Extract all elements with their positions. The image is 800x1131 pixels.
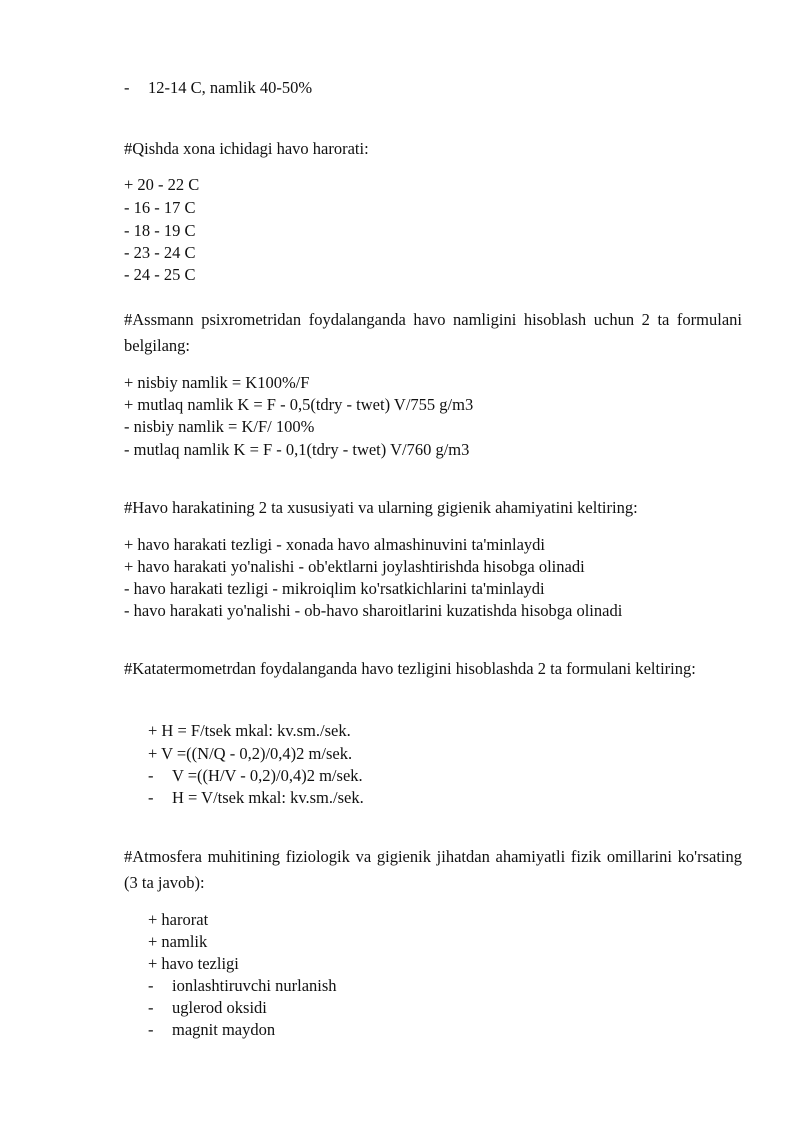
- answer-option: + mutlaq namlik K = F - 0,5(tdry - twet) V/755 g/m3: [124, 395, 474, 414]
- answer-option: + havo harakati yo'nalishi - ob'ektlarni joylashtirishda hisobga olinadi: [124, 557, 585, 576]
- question-title: #Havo harakatining 2 ta xususiyati va ularning gigienik ahamiyatini keltiring:: [124, 498, 638, 517]
- answer-option-text: magnit maydon: [172, 1020, 276, 1039]
- answer-option: - 23 - 24 C: [124, 243, 196, 262]
- answer-option: [148, 787, 364, 809]
- list-marker: -: [124, 78, 130, 97]
- answer-option-text: V =((H/V - 0,2)/0,4)2 m/sek.: [172, 766, 363, 785]
- answer-option: + H = F/tsek mkal: kv.sm./sek.: [148, 721, 351, 740]
- answer-option: [148, 765, 363, 787]
- answer-option: [148, 975, 337, 997]
- answer-option: + havo tezligi: [148, 954, 239, 973]
- list-marker: -: [148, 788, 154, 807]
- list-marker: -: [148, 1020, 154, 1039]
- answer-option: - havo harakati tezligi - mikroiqlim ko'rsatkichlarini ta'minlaydi: [124, 579, 545, 598]
- answer-option: [148, 1019, 275, 1041]
- answer-option: - mutlaq namlik K = F - 0,1(tdry - twet) V/760 g/m3: [124, 440, 470, 459]
- answer-option-text: ionlashtiruvchi nurlanish: [172, 976, 337, 995]
- answer-option-text: H = V/tsek mkal: kv.sm./sek.: [172, 788, 364, 807]
- answer-option: + namlik: [148, 932, 208, 951]
- answer-option: - nisbiy namlik = K/F/ 100%: [124, 417, 315, 436]
- list-marker: -: [148, 976, 154, 995]
- list-item: [124, 77, 312, 99]
- question-title: #Atmosfera muhitining fiziologik va gigienik jihatdan ahamiyatli fizik omillarini ko'rsating (3 ta javob):: [124, 847, 742, 892]
- question-title: #Katatermometrdan foydalanganda havo tezligini hisoblashda 2 ta formulani keltiring:: [124, 659, 696, 678]
- answer-option: - 24 - 25 C: [124, 265, 196, 284]
- list-marker: -: [148, 998, 154, 1017]
- list-item-text: 12-14 C, namlik 40-50%: [148, 78, 313, 97]
- answer-option: + nisbiy namlik = K100%/F: [124, 373, 310, 392]
- list-marker: -: [148, 766, 154, 785]
- question-title: #Assmann psixrometridan foydalanganda havo namligini hisoblash uchun 2 ta formulani belgilang:: [124, 310, 742, 355]
- answer-option: - 18 - 19 C: [124, 221, 196, 240]
- answer-option: + 20 - 22 C: [124, 175, 200, 194]
- answer-option: + havo harakati tezligi - xonada havo almashinuvini ta'minlaydi: [124, 535, 545, 554]
- answer-option: + harorat: [148, 910, 209, 929]
- answer-option: - 16 - 17 C: [124, 198, 196, 217]
- question-title: #Qishda xona ichidagi havo harorati:: [124, 139, 369, 158]
- answer-option-text: uglerod oksidi: [172, 998, 267, 1017]
- answer-option: + V =((N/Q - 0,2)/0,4)2 m/sek.: [148, 744, 353, 763]
- answer-option: - havo harakati yo'nalishi - ob-havo sharoitlarini kuzatishda hisobga olinadi: [124, 601, 623, 620]
- answer-option: [148, 997, 267, 1019]
